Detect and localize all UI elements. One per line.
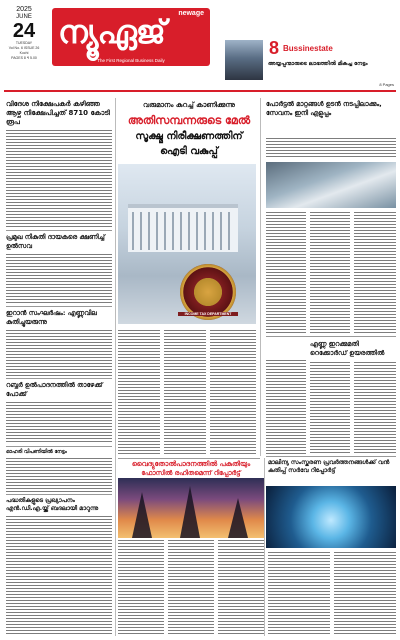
promo-photo <box>225 40 263 80</box>
photo-laptop <box>266 162 396 208</box>
article-body-right-top-3 <box>354 212 396 334</box>
column-divider <box>260 98 261 456</box>
divider <box>118 458 260 459</box>
headline-right-low[interactable]: മാലിന്യ സംസ്കരണ പ്രവർത്തനങ്ങൾക്ക് വൻ കുതിപ്പ് സർവേ റിപ്പോർട്ട് <box>268 459 390 474</box>
headline-left-6[interactable]: പദ്ധതികളുടെ പ്രഖ്യാപനം എൻ.ഡി.എ.യ്ക്ക് ബദലായി മാറുന്നു <box>6 497 99 512</box>
lead-body-col-1 <box>118 330 160 456</box>
article-body-right-top-2 <box>310 212 350 334</box>
lead-headline-2[interactable]: സൂക്ഷ്മ നിരീക്ഷണത്തിന് <box>135 131 243 142</box>
lead-kicker[interactable]: വരുമാനം കുറച്ച് കാണിക്കുന്നു <box>143 101 235 109</box>
bottom-body-col-1 <box>118 540 164 634</box>
page-count: 8 Pages <box>379 82 394 87</box>
divider <box>266 456 396 457</box>
article-body-right-mid-2 <box>310 362 350 454</box>
article-body-left-top <box>6 130 112 228</box>
article-body-right-top-1 <box>266 212 306 334</box>
divider <box>6 446 112 447</box>
photo-chip <box>266 486 396 548</box>
lead-body-col-2 <box>164 330 206 456</box>
lead-body-col-3 <box>210 330 256 456</box>
article-body-left-4 <box>6 402 112 444</box>
column-divider <box>115 98 116 636</box>
bottom-body-col-2 <box>168 540 214 634</box>
photo-power-lines <box>118 478 264 538</box>
lead-headline-1[interactable]: അതിസമ്പന്നരുടെ മേൽ <box>127 114 251 127</box>
pylon-icon <box>180 486 200 538</box>
pylon-icon <box>228 498 248 538</box>
lead-headline-3[interactable]: ഐടി വകുപ്പ് <box>160 146 218 157</box>
article-body-right-mid-3 <box>354 362 396 454</box>
article-body-right-low-2 <box>334 552 396 634</box>
article-body-right-low-1 <box>268 552 330 634</box>
headline-left-2[interactable]: പ്രമുഖ നികുതി ദായകരെ ക്ഷണിച്ച് ഉൽസവ <box>6 233 105 250</box>
bottom-headline-1[interactable]: വൈദ്യുതോൽപാദനത്തിൽ പകുതിയും <box>131 460 251 468</box>
edition-city: Kochi <box>19 51 29 55</box>
headline-right-top[interactable]: പോർട്ടൽ മാറ്റങ്ങൾ ഉടൻ നടപ്പിലാക്കും, സേവനം ഇനി എളുപ്പം <box>266 100 382 117</box>
price-info: PAGES 8 ₹ 5.00 <box>11 56 37 60</box>
pylon-icon <box>132 492 152 538</box>
bottom-body-col-3 <box>218 540 264 634</box>
article-body-left-3 <box>6 330 112 376</box>
article-body-left-5 <box>6 458 112 492</box>
promo-section[interactable]: Bussinestate <box>283 44 333 53</box>
logo-newage: newage <box>178 10 204 17</box>
headline-left-3[interactable]: ഇറാൻ സംഘർഷം: എണ്ണവില കുതിച്ചുയരുന്നു <box>6 309 97 326</box>
article-intro-right-top <box>266 138 396 158</box>
seal-label: INCOME TAX DEPARTMENT <box>178 312 238 316</box>
divider <box>266 336 396 337</box>
logo-tagline: The First Regional Business Daily <box>97 58 165 63</box>
divider <box>6 230 112 231</box>
date-weekday: TUESDAY <box>15 41 33 45</box>
article-body-left-6 <box>6 516 112 634</box>
lead-photo <box>118 164 256 324</box>
promo-title[interactable]: അയ്യപ്പന്മാരുടെ ലാഭത്തിൽ മികച്ച നേട്ടം <box>268 61 368 67</box>
promo-page-number: 8 <box>269 38 280 58</box>
masthead-rule <box>4 90 396 92</box>
divider <box>6 378 112 379</box>
divider <box>6 306 112 307</box>
masthead <box>0 0 400 92</box>
article-body-left-2 <box>6 254 112 304</box>
newspaper-logo[interactable] <box>52 8 210 66</box>
date-day: 24 <box>12 20 36 42</box>
headline-left-top[interactable]: വിദേശ നിക്ഷേപകർ കഴിഞ്ഞ ആഴ്ച നിക്ഷേപിച്ചത് 8710 കോടി രൂപ <box>6 100 110 126</box>
date-box <box>4 6 44 68</box>
date-year: 2025 <box>16 6 32 13</box>
issue-info: Vol No. 6 ISSUE 26 <box>8 46 40 50</box>
date-month: JUNE <box>16 14 32 20</box>
headline-right-mid[interactable]: എണ്ണ ഇറക്കുമതി റെക്കോർഡ് ഉയരത്തിൽ <box>310 340 385 357</box>
article-body-right-mid-1 <box>266 360 306 454</box>
bottom-headline-2[interactable]: ഫോസിൽ രഹിതമെന്ന് റിപ്പോർട്ട് <box>141 469 241 477</box>
headline-left-5[interactable]: ഓഹരി വിപണിയിൽ നേട്ടം <box>6 449 67 455</box>
building-columns <box>132 212 234 250</box>
logo-text: ന്യൂഏജ് <box>58 13 165 51</box>
divider <box>6 494 112 495</box>
headline-left-4[interactable]: റബ്ബർ ഉൽപാദനത്തിൽ താഴേക്ക് പോക്ക് <box>6 381 103 398</box>
column-divider <box>264 458 265 636</box>
